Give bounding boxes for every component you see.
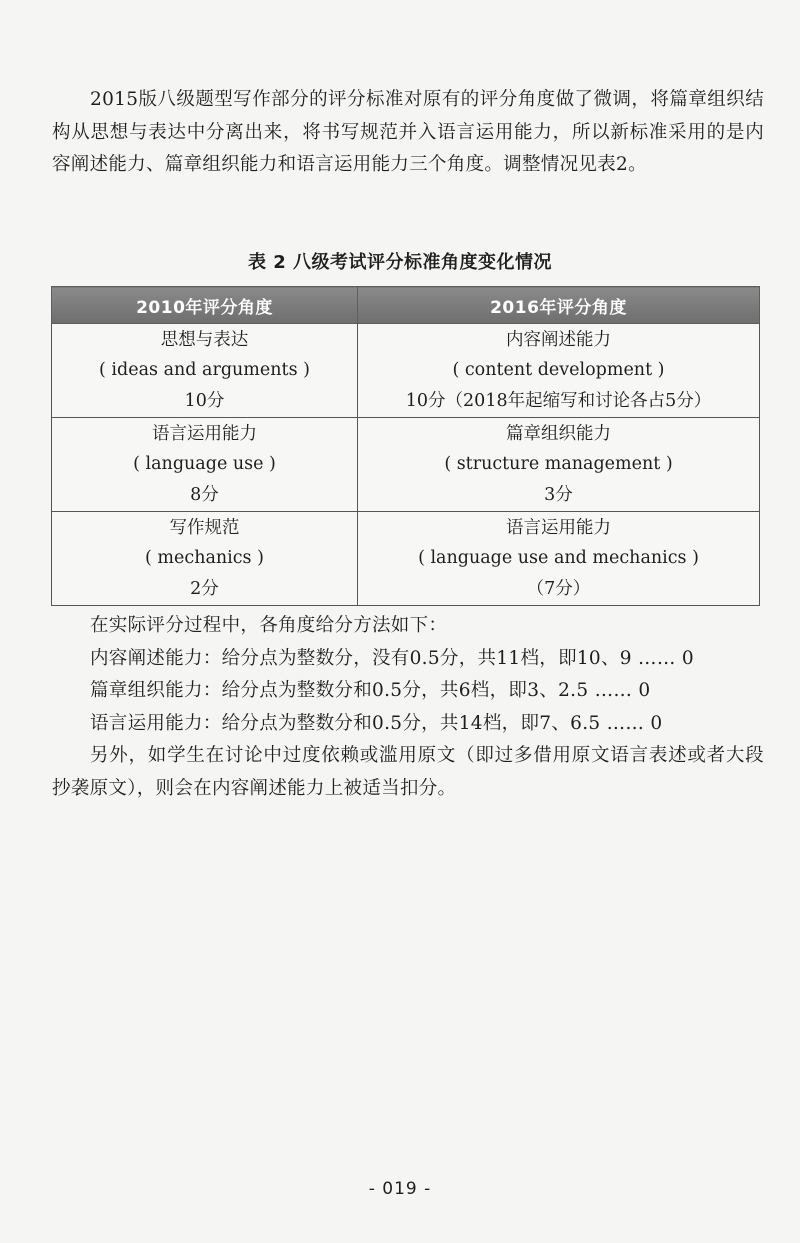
- criterion-name-zh: 语言运用能力: [152, 423, 257, 444]
- criterion-score: 10分（2018年起缩写和讨论各占5分）: [405, 390, 712, 411]
- table-cell-2010: [52, 418, 358, 512]
- header-2010: 2010年评分角度: [52, 287, 358, 324]
- scoring-method-intro: 在实际评分过程中，各角度给分方法如下：: [90, 615, 448, 636]
- criterion-score: （7分）: [526, 578, 591, 599]
- table-cell-2016: [358, 512, 760, 606]
- table-row: [52, 512, 760, 606]
- table-cell-2010: [52, 324, 358, 418]
- criterion-score: 10分: [184, 390, 225, 411]
- criterion-name-en: ( language use and mechanics ): [418, 548, 699, 569]
- criterion-score: 3分: [544, 484, 573, 505]
- intro-paragraph: 2015版八级题型写作部分的评分标准对原有的评分角度做了微调，将篇章组织结构从思想与表达中分离出来，将书写规范并入语言运用能力，所以新标准采用的是内容阐述能力、篇章组织能力和语言运用能力三个角度。调整情况见表2。: [52, 89, 764, 175]
- criterion-name-zh: 内容阐述能力: [506, 329, 611, 350]
- scoring-method-section: [52, 610, 764, 805]
- scoring-rule-content: 内容阐述能力：给分点为整数分，没有0.5分，共11档，即10、9 …… 0: [90, 647, 694, 669]
- criterion-name-en: ( language use ): [133, 454, 276, 475]
- criterion-name-en: ( mechanics ): [145, 548, 264, 569]
- table-row: [52, 418, 760, 512]
- criterion-name-zh: 思想与表达: [160, 329, 249, 350]
- criterion-name-zh: 写作规范: [169, 517, 240, 538]
- criterion-score: 2分: [190, 578, 219, 599]
- criterion-name-zh: 篇章组织能力: [506, 423, 611, 444]
- scoring-criteria-table: [51, 286, 760, 606]
- criterion-score: 8分: [190, 484, 219, 505]
- page-number: - 019 -: [368, 1179, 432, 1199]
- table-cell-2016: [358, 418, 760, 512]
- scoring-rule-structure: 篇章组织能力：给分点为整数分和0.5分，共6档，即3、2.5 …… 0: [90, 680, 651, 701]
- table-header-row: [52, 287, 760, 324]
- table-row: [52, 324, 760, 418]
- header-2016: 2016年评分角度: [358, 287, 760, 324]
- criterion-name-en: ( structure management ): [444, 454, 673, 475]
- deduction-note: 另外，如学生在讨论中过度依赖或滥用原文（即过多借用原文语言表述或者大段抄袭原文），则会在内容阐述能力上被适当扣分。: [52, 745, 764, 799]
- criterion-name-zh: 语言运用能力: [506, 517, 611, 538]
- table-cell-2010: [52, 512, 358, 606]
- scoring-rule-language: 语言运用能力：给分点为整数分和0.5分，共14档，即7、6.5 …… 0: [90, 712, 663, 734]
- table-cell-2016: [358, 324, 760, 418]
- criterion-name-en: ( content development ): [452, 360, 665, 381]
- criterion-name-en: ( ideas and arguments ): [99, 360, 310, 381]
- table-caption: 表 2 八级考试评分标准角度变化情况: [247, 252, 553, 273]
